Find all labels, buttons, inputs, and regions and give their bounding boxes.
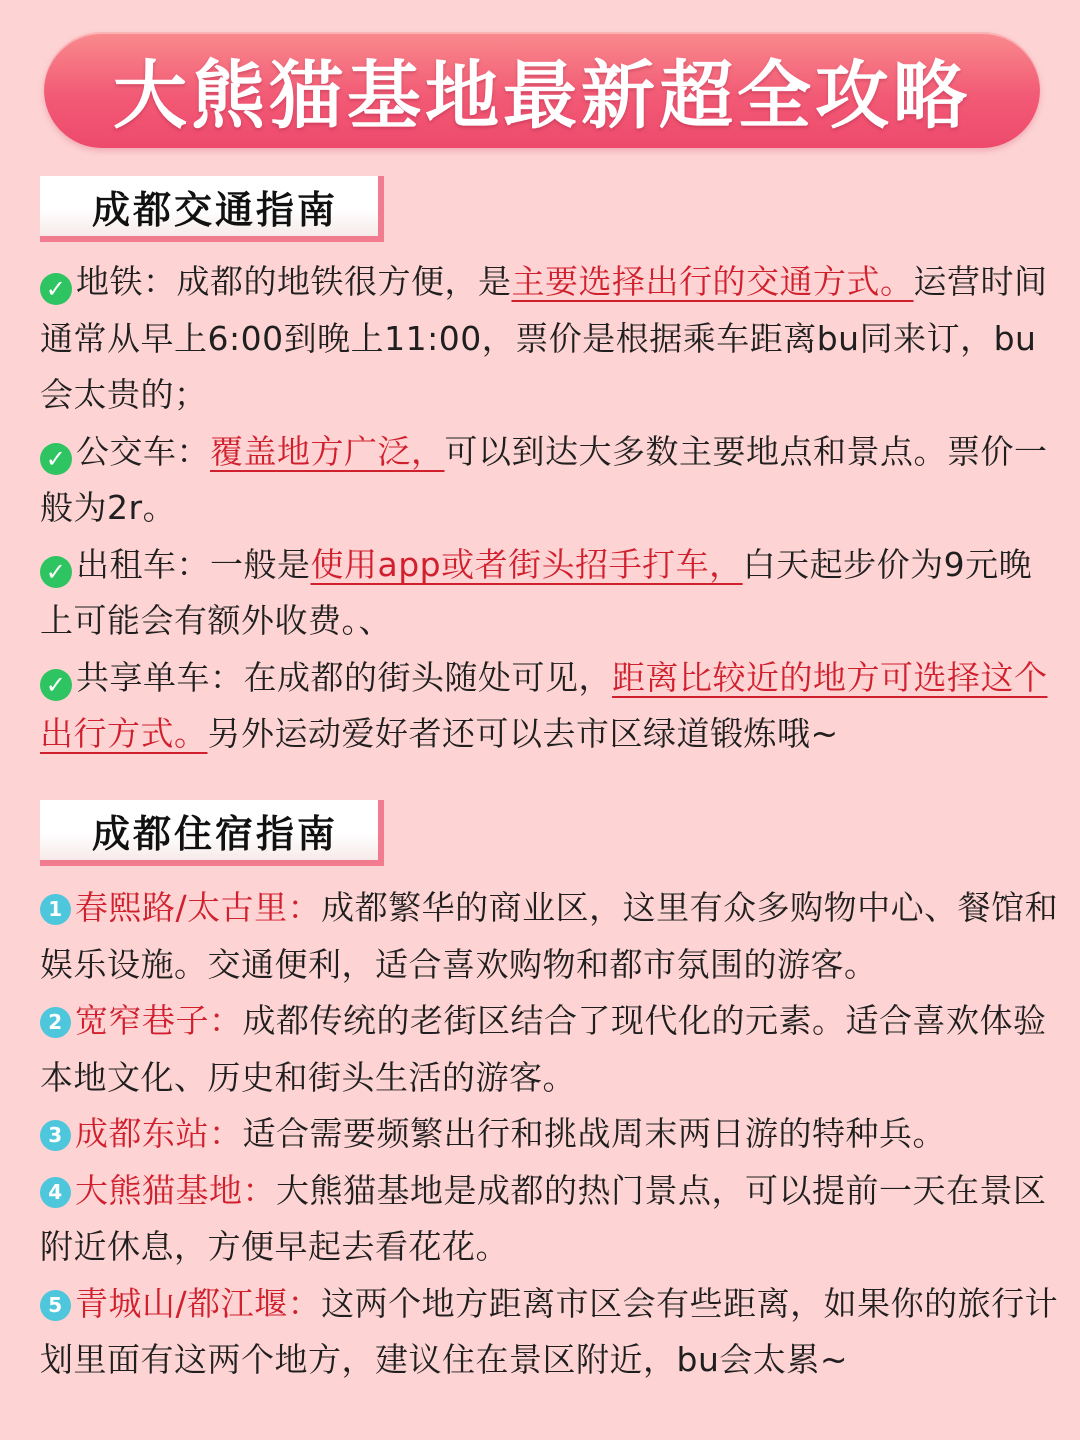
page-title: 大熊猫基地最新超全攻略: [113, 53, 971, 139]
lodging-item: [40, 1276, 1060, 1389]
transport-heading-text: 成都交通指南: [92, 187, 339, 232]
lodging-guide: [40, 880, 1060, 1389]
transport-item-subway: [40, 254, 1060, 424]
item-highlight: 主要选择出行的交通方式。: [511, 262, 914, 301]
area-text: 大熊猫基地是成都的热门景点，可以提前一天在景区附近休息，方便早起去看花花。: [40, 1170, 1047, 1266]
item-text: 一般是: [210, 544, 311, 584]
lodging-item: [40, 880, 1060, 993]
item-text: 在成都的街头随处可见，: [243, 657, 612, 697]
item-highlight: 使用app或者街头招手打车，: [310, 544, 743, 584]
number-circle-icon: 2: [40, 1007, 71, 1038]
number-circle-icon: 4: [40, 1177, 71, 1208]
transport-item-bike: [40, 650, 1060, 763]
lodging-heading: [40, 800, 384, 866]
lodging-heading-text: 成都住宿指南: [92, 811, 339, 856]
area-name: 大熊猫基地：: [75, 1170, 276, 1210]
area-text: 成都繁华的商业区，这里有众多购物中心、餐馆和娱乐设施。交通便利，适合喜欢购物和都市氛围的游客。: [40, 888, 1059, 984]
area-name: 青城山/都江堰：: [75, 1283, 322, 1323]
area-name: 成都东站：: [75, 1114, 243, 1153]
number-circle-icon: 5: [40, 1290, 71, 1321]
item-text: 白天起步价为9元晚上可能会有额外收费。、: [40, 544, 1033, 640]
transport-heading: [40, 176, 384, 242]
item-label: 公交车：: [76, 431, 210, 471]
number-circle-icon: 1: [40, 894, 71, 925]
lodging-item: [40, 1163, 1060, 1276]
item-text: 可以到达大多数主要地点和景点。票价一般为2r。: [40, 431, 1048, 527]
check-circle-icon: ✓: [40, 556, 72, 588]
area-text: 成都传统的老街区结合了现代化的元素。适合喜欢体验本地文化、历史和街头生活的游客。: [40, 1001, 1047, 1097]
area-text: 适合需要频繁出行和挑战周末两日游的特种兵。: [242, 1114, 946, 1153]
item-highlight: 距离比较近的地方可选择这个出行方式。: [40, 657, 1048, 753]
area-text: 这两个地方距离市区会有些距离，如果你的旅行计划里面有这两个地方，建议住在景区附近，bu会太累~: [40, 1283, 1059, 1379]
title-banner: [44, 32, 1040, 148]
item-label: 地铁：: [76, 262, 177, 301]
check-circle-icon: ✓: [40, 443, 72, 475]
item-label: 出租车：: [76, 544, 210, 584]
area-name: 宽窄巷子：: [75, 1001, 243, 1040]
item-text: 另外运动爱好者还可以去市区绿道锻炼哦~: [207, 714, 839, 753]
transport-guide: [40, 254, 1060, 763]
number-circle-icon: 3: [40, 1120, 71, 1151]
item-text: 成都的地铁很方便，是: [176, 262, 512, 301]
area-name: 春熙路/太古里：: [75, 888, 322, 927]
lodging-item: [40, 1106, 1060, 1163]
transport-item-taxi: [40, 537, 1060, 650]
check-circle-icon: ✓: [40, 273, 72, 305]
transport-item-bus: [40, 424, 1060, 537]
item-text: 运营时间通常从早上6:00到晚上11:00，票价是根据乘车距离bu同来订，bu会太贵的；: [40, 262, 1048, 414]
item-label: 共享单车：: [76, 657, 244, 697]
check-circle-icon: ✓: [40, 669, 72, 701]
lodging-item: [40, 993, 1060, 1106]
item-highlight: 覆盖地方广泛，: [210, 431, 445, 471]
